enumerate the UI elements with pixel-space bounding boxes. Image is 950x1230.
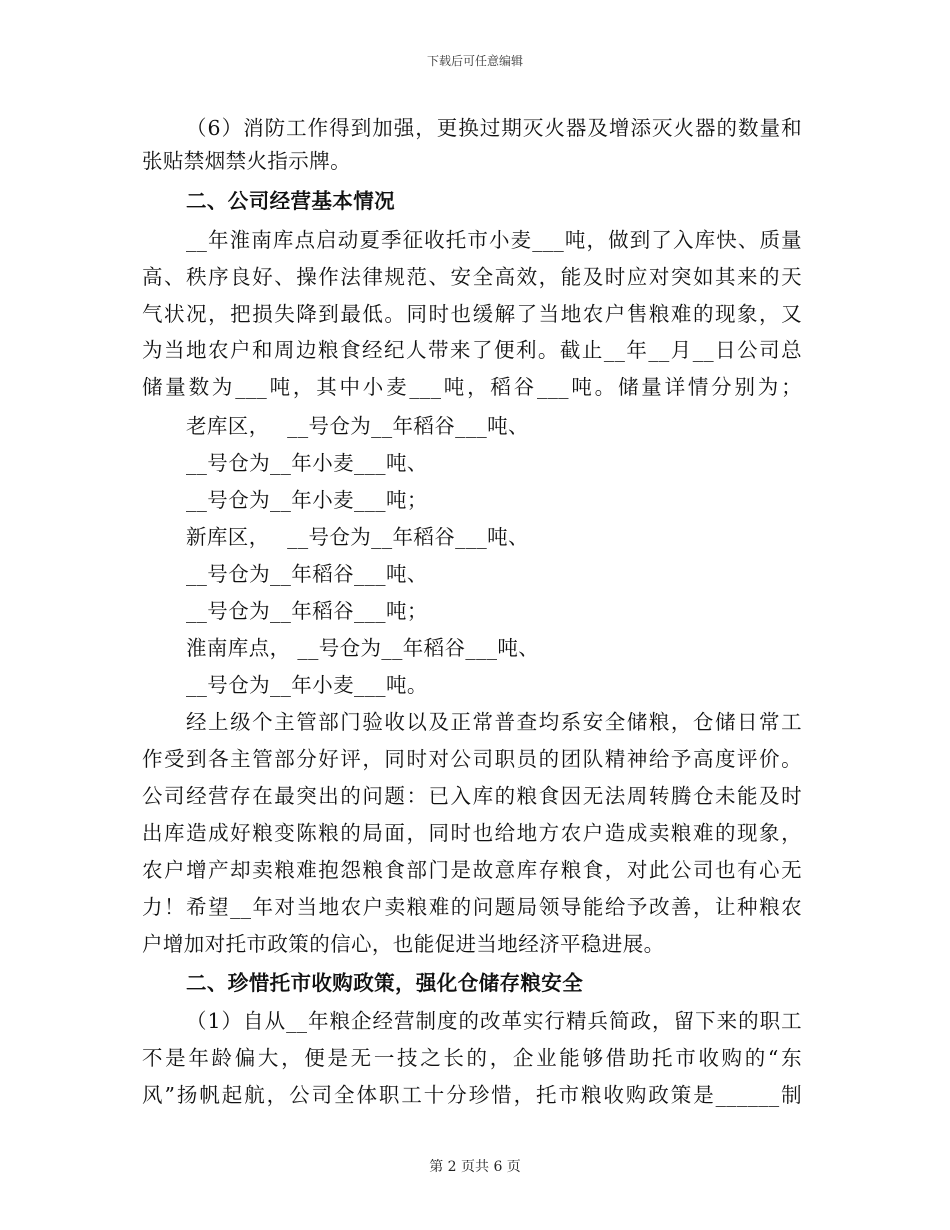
paragraph-line: 为当地农户和周边粮食经纪人带来了便利。截止__年__月__日公司总 — [142, 338, 802, 362]
storage-item: __号仓为__年稻谷___吨； — [186, 599, 428, 623]
paragraph-line: 农户增产却卖粮难抱怨粮食部门是故意库存粮食，对此公司也有心无 — [142, 858, 802, 882]
paragraph-line: 风”扬帆起航，公司全体职工十分珍惜，托市粮收购政策是______制 — [142, 1083, 802, 1107]
paragraph-line: （6）消防工作得到加强，更换过期灭火器及增添灭火器的数量和 — [186, 116, 802, 140]
paragraph-line: 不是年龄偏大，便是无一技之长的，企业能够借助托市收购的“东 — [142, 1046, 802, 1070]
paragraph-line: 气状况，把损失降到最低。同时也缓解了当地农户售粮难的现象，又 — [142, 302, 802, 326]
storage-item: 老库区， __号仓为__年稻谷___吨、 — [186, 414, 529, 438]
paragraph-line: __年淮南库点启动夏季征收托市小麦___吨，做到了入库快、质量 — [186, 228, 802, 252]
paragraph-line: 经上级个主管部门验收以及正常普查均系安全储粮，仓储日常工 — [186, 710, 802, 734]
paragraph-line: 高、秩序良好、操作法律规范、安全高效，能及时应对突如其来的天 — [142, 265, 802, 289]
storage-item: __号仓为__年稻谷___吨、 — [186, 562, 428, 586]
page-footer: 第 2 页共 6 页 — [429, 1159, 521, 1175]
paragraph-line: 张贴禁烟禁火指示牌。 — [142, 149, 351, 173]
storage-item: __号仓为__年小麦___吨。 — [186, 673, 428, 697]
paragraph-line: 户增加对托市政策的信心，也能促进当地经济平稳进展。 — [142, 932, 665, 956]
section-heading: 二、珍惜托市收购政策，强化仓储存粮安全 — [186, 971, 584, 995]
page-header: 下载后可任意编辑 — [426, 54, 523, 68]
paragraph-line: 作受到各主管部分好评，同时对公司职员的团队精神给予高度评价。 — [142, 747, 802, 771]
storage-item: 新库区， __号仓为__年稻谷___吨、 — [186, 525, 529, 549]
paragraph-line: 公司经营存在最突出的问题：已入库的粮食因无法周转腾仓未能及时 — [142, 784, 802, 808]
paragraph-line: 出库造成好粮变陈粮的局面，同时也给地方农户造成卖粮难的现象， — [142, 821, 802, 845]
section-heading: 二、公司经营基本情况 — [186, 189, 395, 213]
paragraph-line: 储量数为___吨，其中小麦___吨，稻谷___吨。储量详情分别为； — [142, 375, 802, 399]
paragraph-line: （1）自从__年粮企经营制度的改革实行精兵简政，留下来的职工 — [186, 1009, 802, 1033]
paragraph-line: 力！希望__年对当地农户卖粮难的问题局领导能给予改善，让种粮农 — [142, 895, 802, 919]
storage-item: __号仓为__年小麦___吨、 — [186, 451, 428, 475]
storage-item: __号仓为__年小麦___吨； — [186, 488, 428, 512]
storage-item: 淮南库点， __号仓为__年稻谷___吨、 — [186, 636, 540, 660]
